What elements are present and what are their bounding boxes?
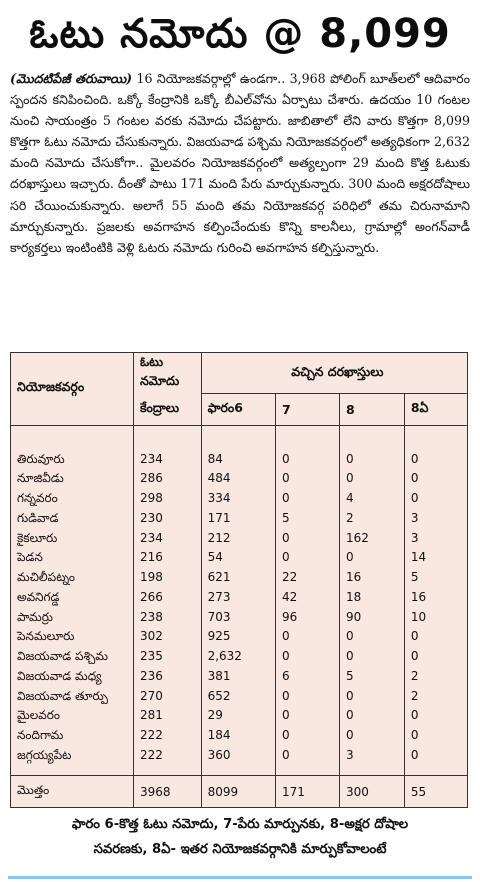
cell-booths: 298 [133,488,201,508]
cell-booths: 234 [133,528,201,548]
cell-form7: 0 [276,686,340,706]
cell-form6: 273 [201,587,275,607]
header-form6: ఫారం6 [201,394,275,425]
cell-form8: 0 [340,686,405,706]
cell-form8a: 2 [410,688,419,703]
header-booths-line2: కేంద్రాలు [133,394,201,425]
cell-form6: 54 [201,547,275,567]
cell-form8: 0 [340,725,405,745]
header-form8: 8 [340,394,405,425]
cell-form7: 0 [276,468,340,488]
cell-form8a: 0 [410,451,419,466]
cell-form6: 360 [201,745,275,765]
cell-form8: 5 [340,666,405,686]
cell-booths: 230 [133,508,201,528]
cell-form8a: 0 [410,649,419,664]
cell-form7: 0 [276,488,340,508]
cell-constituency: జగ్గయ్యపేట [11,745,133,765]
cell-booths: 302 [133,627,201,647]
cell-constituency: పెడన [11,547,133,567]
cell-form8: 0 [340,547,405,567]
cell-form8: 18 [340,587,405,607]
cell-form6: 2,632 [201,646,275,666]
cell-constituency: నూజివీడు [11,468,133,488]
table-row [11,706,467,726]
table-row [11,488,467,508]
cell-form7: 96 [276,607,340,627]
total-cell-constituency: మొత్తం [11,776,133,807]
cell-constituency: కైకలూరు [11,528,133,548]
cell-booths: 235 [133,646,201,666]
table-total-row [11,776,467,807]
cell-form7: 5 [276,508,340,528]
cell-booths: 281 [133,706,201,726]
cell-form8a: 3 [410,510,419,525]
table-row [11,587,467,607]
cell-form6: 84 [201,449,275,469]
cell-constituency: పామర్రు [11,607,133,627]
cell-form7: 0 [276,547,340,567]
table-header-row-1 [11,353,467,394]
headline: ఓటు నమోదు @ 8,099 [29,11,451,57]
cell-booths: 266 [133,587,201,607]
cell-booths: 270 [133,686,201,706]
table-row [11,528,467,548]
cell-form8a: 14 [410,550,427,565]
cell-form8: 162 [340,528,405,548]
header-booths-line1: ఓటు నమోదు [133,353,201,394]
cell-form8: 16 [340,567,405,587]
cell-form8a: 0 [410,471,419,486]
cell-form6: 334 [201,488,275,508]
table-spacer [11,425,467,449]
cell-form8a: 10 [410,609,427,624]
cell-form8: 2 [340,508,405,528]
header-applications: వచ్చిన దరఖాస్తులు [291,363,384,379]
table-row [11,646,467,666]
table-row [11,607,467,627]
article-lead: (మొదటిపేజీ తరువాయి) [10,71,133,86]
cell-booths: 216 [133,547,201,567]
header-form8a: 8ఏ [404,394,467,425]
cell-form8: 0 [340,468,405,488]
cell-form7: 0 [276,745,340,765]
cell-constituency: విజయవాడ తూర్పు [11,686,133,706]
cell-form8a: 5 [410,570,419,585]
table-legend [0,812,480,862]
cell-form7: 0 [276,627,340,647]
cell-booths: 222 [133,745,201,765]
table-spacer [11,765,467,776]
cell-form8a: 0 [410,491,419,506]
table-row [11,627,467,647]
cell-form8: 4 [340,488,405,508]
cell-constituency: మచిలీపట్నం [11,567,133,587]
cell-form6: 184 [201,725,275,745]
cell-form6: 621 [201,567,275,587]
cell-constituency: మైలవరం [11,706,133,726]
table-row [11,567,467,587]
cell-form8: 0 [340,646,405,666]
cell-form8a: 2 [410,668,419,683]
table-row [11,449,467,469]
cell-form8: 0 [340,706,405,726]
cell-constituency: అవనిగడ్డ [11,587,133,607]
cell-form7: 42 [276,587,340,607]
cell-booths: 286 [133,468,201,488]
cell-constituency: తిరువూరు [11,449,133,469]
cell-form8: 0 [340,449,405,469]
total-cell-form7: 171 [276,776,340,807]
total-cell-form8: 300 [340,776,405,807]
cell-constituency: విజయవాడ పశ్చిమ [11,646,133,666]
article-text: 16 నియోజకవర్గాల్లో ఉండగా.. 3,968 పోలింగ్ బూత్‌లలో ఆదివారం స్పందన కనిపించింది. ఒక్కో కేంద్రానికి ఒక్కో బీఎల్‌వోను ఏర్పాటు చేశారు. ఉదయం 10 గంటల నుంచి సాయంత్రం 5 గంటల వరకు నమోదు చేపట్టారు. జాబితాలో లేని వారు కొత్తగా 8,099 కొత్తగా ఓటు నమోదు చేసుకున్నారు. విజయవాడ పశ్చిమ నియోజకవర్గంలో అత్యధికంగా 2,632 మంది నమోదు చేసుకోగా.. మైలవరం నియోజకవర్గంలో అత్యల్పంగా 29 మంది కొత్త ఓటుకు దరఖాస్తులు ఇచ్చారు. దీంతో పాటు 171 మంది పేరు మార్చుకున్నారు. 300 మంది అక్షరదోషాలు సరి చేయించుకున్నారు. అలాగే 55 మంది తమ నియోజకవర్గ పరిధిలో తమ చిరునామాని మార్చుకున్నారు. ప్రజలకు అవగాహన కల్పించేందుకు కొన్ని కాలనీలు, గ్రామాల్లో అంగన్‌వాడీ కార్యకర్తలు ఇంటింటికి వెళ్లి ఓటరు నమోదు గురించి అవగాహన కల్పిస్తున్నారు. [10,71,471,255]
cell-form8a: 0 [410,629,419,644]
article-body [10,68,470,258]
cell-booths: 236 [133,666,201,686]
table-row [11,725,467,745]
cell-form6: 484 [201,468,275,488]
cell-form6: 381 [201,666,275,686]
cell-form6: 925 [201,627,275,647]
cell-form8a: 3 [410,530,419,545]
cell-form6: 703 [201,607,275,627]
bottom-rule [8,876,472,879]
cell-form7: 22 [276,567,340,587]
cell-form8: 90 [340,607,405,627]
cell-booths: 222 [133,725,201,745]
table-row [11,666,467,686]
table-row [11,686,467,706]
cell-form8a: 0 [410,728,419,743]
cell-form8a: 0 [410,748,419,763]
cell-form8a: 16 [410,589,427,604]
constituency-table [10,352,468,808]
cell-booths: 234 [133,449,201,469]
cell-constituency: విజయవాడ మధ్య [11,666,133,686]
cell-form7: 0 [276,646,340,666]
cell-form8: 3 [340,745,405,765]
legend-line-2: సవరణకు, 8ఏ- ఇతర నియోజకవర్గానికి మార్పుకోవాలంటే [93,842,387,857]
table-row [11,508,467,528]
cell-constituency: గన్నవరం [11,488,133,508]
cell-constituency: పెనమలూరు [11,627,133,647]
cell-form6: 171 [201,508,275,528]
cell-constituency: నందిగామ [11,725,133,745]
header-constituency: నియోజకవర్గం [11,353,133,425]
cell-form8a: 0 [410,708,419,723]
table-row [11,547,467,567]
cell-form8: 0 [340,627,405,647]
cell-form7: 0 [276,725,340,745]
legend-line-1: ఫారం 6-కొత్త ఓటు నమోదు, 7-పేరు మార్పునకు, 8-అక్షర దోషాల [71,817,409,832]
total-cell-booths: 3968 [133,776,201,807]
table-row [11,745,467,765]
cell-booths: 198 [133,567,201,587]
cell-booths: 238 [133,607,201,627]
total-cell-form6: 8099 [201,776,275,807]
stats-table [11,353,467,807]
cell-constituency: గుడివాడ [11,508,133,528]
cell-form7: 0 [276,449,340,469]
cell-form7: 0 [276,706,340,726]
table-row [11,468,467,488]
cell-form7: 0 [276,528,340,548]
cell-form6: 212 [201,528,275,548]
cell-form7: 6 [276,666,340,686]
header-form7: 7 [276,394,340,425]
cell-form6: 29 [201,706,275,726]
total-cell-form8a: 55 [404,776,467,807]
cell-form6: 652 [201,686,275,706]
